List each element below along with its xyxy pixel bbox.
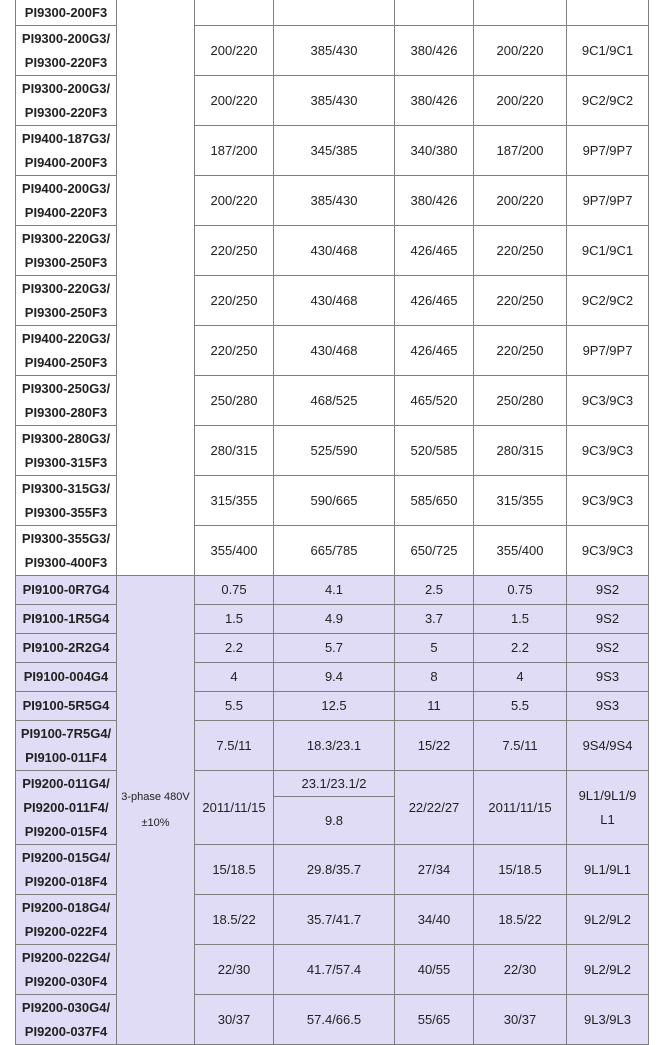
table-row — [16, 276, 649, 326]
power-cell: 5.5 — [195, 692, 274, 721]
input-current-cell — [274, 0, 395, 26]
model-cell: PI9400-200G3/ PI9400-220F3 — [16, 176, 117, 226]
table-row — [16, 376, 649, 426]
motor-power-cell: 18.5/22 — [474, 895, 567, 945]
table-row — [16, 226, 649, 276]
model-cell: PI9100-7R5G4/ PI9100-011F4 — [16, 721, 117, 771]
table-row — [16, 76, 649, 126]
output-current-cell: 380/426 — [395, 26, 474, 76]
input-current-cell: 35.7/41.7 — [274, 895, 395, 945]
model-cell: PI9200-015G4/ PI9200-018F4 — [16, 845, 117, 895]
motor-power-cell: 2.2 — [474, 634, 567, 663]
output-current-cell: 426/465 — [395, 326, 474, 376]
voltage-cell — [117, 0, 195, 576]
voltage-cell: 3-phase 480V ±10% — [117, 576, 195, 1045]
frame-cell: 9C3/9C3 — [567, 376, 649, 426]
model-cell: PI9200-030G4/ PI9200-037F4 — [16, 995, 117, 1045]
output-current-cell — [395, 0, 474, 26]
motor-power-cell: 7.5/11 — [474, 721, 567, 771]
power-cell: 187/200 — [195, 126, 274, 176]
motor-power-cell: 15/18.5 — [474, 845, 567, 895]
frame-cell: 9L1/9L1/9 L1 — [567, 771, 649, 845]
input-current-cell: 12.5 — [274, 692, 395, 721]
power-cell: 220/250 — [195, 326, 274, 376]
model-cell: PI9300-315G3/ PI9300-355F3 — [16, 476, 117, 526]
power-cell: 200/220 — [195, 76, 274, 126]
output-current-cell: 426/465 — [395, 276, 474, 326]
motor-power-cell: 0.75 — [474, 576, 567, 605]
output-current-cell: 27/34 — [395, 845, 474, 895]
power-cell: 220/250 — [195, 226, 274, 276]
input-current-cell: 665/785 — [274, 526, 395, 576]
table-row — [16, 0, 649, 26]
input-current-cell: 345/385 — [274, 126, 395, 176]
power-cell: 1.5 — [195, 605, 274, 634]
input-current-cell: 525/590 — [274, 426, 395, 476]
output-current-cell: 40/55 — [395, 945, 474, 995]
motor-power-cell: 220/250 — [474, 226, 567, 276]
table-row — [16, 176, 649, 226]
table-row — [16, 663, 649, 692]
power-cell: 2011/11/15 — [195, 771, 274, 845]
frame-cell: 9C1/9C1 — [567, 26, 649, 76]
model-cell: PI9300-220G3/ PI9300-250F3 — [16, 226, 117, 276]
frame-cell: 9L3/9L3 — [567, 995, 649, 1045]
input-current-cell: 430/468 — [274, 226, 395, 276]
model-cell: PI9200-011G4/ PI9200-011F4/ PI9200-015F4 — [16, 771, 117, 845]
model-cell: PI9100-1R5G4 — [16, 605, 117, 634]
input-current-cell: 57.4/66.5 — [274, 995, 395, 1045]
frame-cell: 9P7/9P7 — [567, 126, 649, 176]
output-current-cell: 22/22/27 — [395, 771, 474, 845]
motor-power-cell: 315/355 — [474, 476, 567, 526]
frame-cell: 9S2 — [567, 634, 649, 663]
output-current-cell: 380/426 — [395, 76, 474, 126]
table-row — [16, 26, 649, 76]
motor-power-cell: 200/220 — [474, 26, 567, 76]
input-current-cell: 9.8 — [274, 797, 395, 845]
power-cell: 250/280 — [195, 376, 274, 426]
motor-power-cell: 250/280 — [474, 376, 567, 426]
power-cell: 280/315 — [195, 426, 274, 476]
table-row — [16, 845, 649, 895]
frame-cell — [567, 0, 649, 26]
spec-table-container — [15, 0, 648, 1045]
output-current-cell: 11 — [395, 692, 474, 721]
power-cell: 315/355 — [195, 476, 274, 526]
output-current-cell: 340/380 — [395, 126, 474, 176]
power-cell: 18.5/22 — [195, 895, 274, 945]
frame-cell: 9S3 — [567, 663, 649, 692]
frame-cell: 9L1/9L1 — [567, 845, 649, 895]
table-row — [16, 945, 649, 995]
output-current-cell: 650/725 — [395, 526, 474, 576]
frame-cell: 9P7/9P7 — [567, 326, 649, 376]
frame-cell: 9C2/9C2 — [567, 76, 649, 126]
model-cell: PI9300-200G3/ PI9300-220F3 — [16, 76, 117, 126]
motor-power-cell: 200/220 — [474, 176, 567, 226]
model-cell: PI9200-022G4/ PI9200-030F4 — [16, 945, 117, 995]
output-current-cell: 426/465 — [395, 226, 474, 276]
motor-power-cell: 22/30 — [474, 945, 567, 995]
power-cell: 15/18.5 — [195, 845, 274, 895]
output-current-cell: 8 — [395, 663, 474, 692]
output-current-cell: 465/520 — [395, 376, 474, 426]
table-row — [16, 426, 649, 476]
motor-power-cell: 2011/11/15 — [474, 771, 567, 845]
power-cell: 0.75 — [195, 576, 274, 605]
frame-cell: 9S2 — [567, 576, 649, 605]
g4-rows — [16, 576, 649, 1045]
input-current-cell: 590/665 — [274, 476, 395, 526]
frame-cell: 9S4/9S4 — [567, 721, 649, 771]
power-cell: 4 — [195, 663, 274, 692]
table-row — [16, 895, 649, 945]
model-cell: PI9100-5R5G4 — [16, 692, 117, 721]
model-cell: PI9300-200G3/ PI9300-220F3 — [16, 26, 117, 76]
input-current-cell: 430/468 — [274, 326, 395, 376]
power-cell: 2.2 — [195, 634, 274, 663]
model-cell: PI9300-355G3/ PI9300-400F3 — [16, 526, 117, 576]
power-cell — [195, 0, 274, 26]
model-cell: PI9300-220G3/ PI9300-250F3 — [16, 276, 117, 326]
frame-cell: 9C3/9C3 — [567, 526, 649, 576]
frame-cell: 9C2/9C2 — [567, 276, 649, 326]
model-cell: PI9100-2R2G4 — [16, 634, 117, 663]
model-cell: PI9300-280G3/ PI9300-315F3 — [16, 426, 117, 476]
input-current-cell: 385/430 — [274, 26, 395, 76]
power-cell: 30/37 — [195, 995, 274, 1045]
output-current-cell: 2.5 — [395, 576, 474, 605]
motor-power-cell: 5.5 — [474, 692, 567, 721]
input-current-cell: 385/430 — [274, 76, 395, 126]
table-row — [16, 721, 649, 771]
output-current-cell: 585/650 — [395, 476, 474, 526]
input-current-cell: 41.7/57.4 — [274, 945, 395, 995]
input-current-cell: 23.1/23.1/2 — [274, 771, 395, 797]
input-current-cell: 4.9 — [274, 605, 395, 634]
table-row — [16, 526, 649, 576]
power-cell: 22/30 — [195, 945, 274, 995]
motor-power-cell: 187/200 — [474, 126, 567, 176]
motor-power-cell: 280/315 — [474, 426, 567, 476]
output-current-cell: 5 — [395, 634, 474, 663]
power-cell: 200/220 — [195, 176, 274, 226]
model-cell: PI9400-187G3/ PI9400-200F3 — [16, 126, 117, 176]
table-row — [16, 126, 649, 176]
input-current-cell: 9.4 — [274, 663, 395, 692]
input-current-cell: 4.1 — [274, 576, 395, 605]
motor-power-cell: 200/220 — [474, 76, 567, 126]
table-row — [16, 326, 649, 376]
frame-cell: 9C3/9C3 — [567, 426, 649, 476]
motor-power-cell: 30/37 — [474, 995, 567, 1045]
power-cell: 200/220 — [195, 26, 274, 76]
model-cell: PI9100-004G4 — [16, 663, 117, 692]
frame-cell: 9S3 — [567, 692, 649, 721]
frame-cell: 9L2/9L2 — [567, 895, 649, 945]
model-cell: PI9300-250G3/ PI9300-280F3 — [16, 376, 117, 426]
output-current-cell: 34/40 — [395, 895, 474, 945]
motor-power-cell — [474, 0, 567, 26]
model-cell: PI9200-018G4/ PI9200-022F4 — [16, 895, 117, 945]
model-cell: PI9400-220G3/ PI9400-250F3 — [16, 326, 117, 376]
output-current-cell: 520/585 — [395, 426, 474, 476]
power-cell: 220/250 — [195, 276, 274, 326]
motor-power-cell: 220/250 — [474, 326, 567, 376]
motor-power-cell: 355/400 — [474, 526, 567, 576]
output-current-cell: 55/65 — [395, 995, 474, 1045]
table-row — [16, 771, 649, 797]
frame-cell: 9P7/9P7 — [567, 176, 649, 226]
frame-cell: 9C1/9C1 — [567, 226, 649, 276]
table-row — [16, 476, 649, 526]
table-row — [16, 692, 649, 721]
input-current-cell: 29.8/35.7 — [274, 845, 395, 895]
inverter-spec-table — [15, 0, 649, 1045]
input-current-cell: 468/525 — [274, 376, 395, 426]
table-row — [16, 634, 649, 663]
table-row — [16, 995, 649, 1045]
power-cell: 7.5/11 — [195, 721, 274, 771]
g3-rows — [16, 0, 649, 576]
output-current-cell: 15/22 — [395, 721, 474, 771]
frame-cell: 9C3/9C3 — [567, 476, 649, 526]
power-cell: 355/400 — [195, 526, 274, 576]
input-current-cell: 18.3/23.1 — [274, 721, 395, 771]
model-cell: PI9300-200F3 — [16, 0, 117, 26]
motor-power-cell: 220/250 — [474, 276, 567, 326]
frame-cell: 9S2 — [567, 605, 649, 634]
model-cell: PI9100-0R7G4 — [16, 576, 117, 605]
table-row — [16, 576, 649, 605]
input-current-cell: 5.7 — [274, 634, 395, 663]
output-current-cell: 3.7 — [395, 605, 474, 634]
frame-cell: 9L2/9L2 — [567, 945, 649, 995]
input-current-cell: 385/430 — [274, 176, 395, 226]
input-current-cell: 430/468 — [274, 276, 395, 326]
output-current-cell: 380/426 — [395, 176, 474, 226]
motor-power-cell: 4 — [474, 663, 567, 692]
table-row — [16, 605, 649, 634]
motor-power-cell: 1.5 — [474, 605, 567, 634]
